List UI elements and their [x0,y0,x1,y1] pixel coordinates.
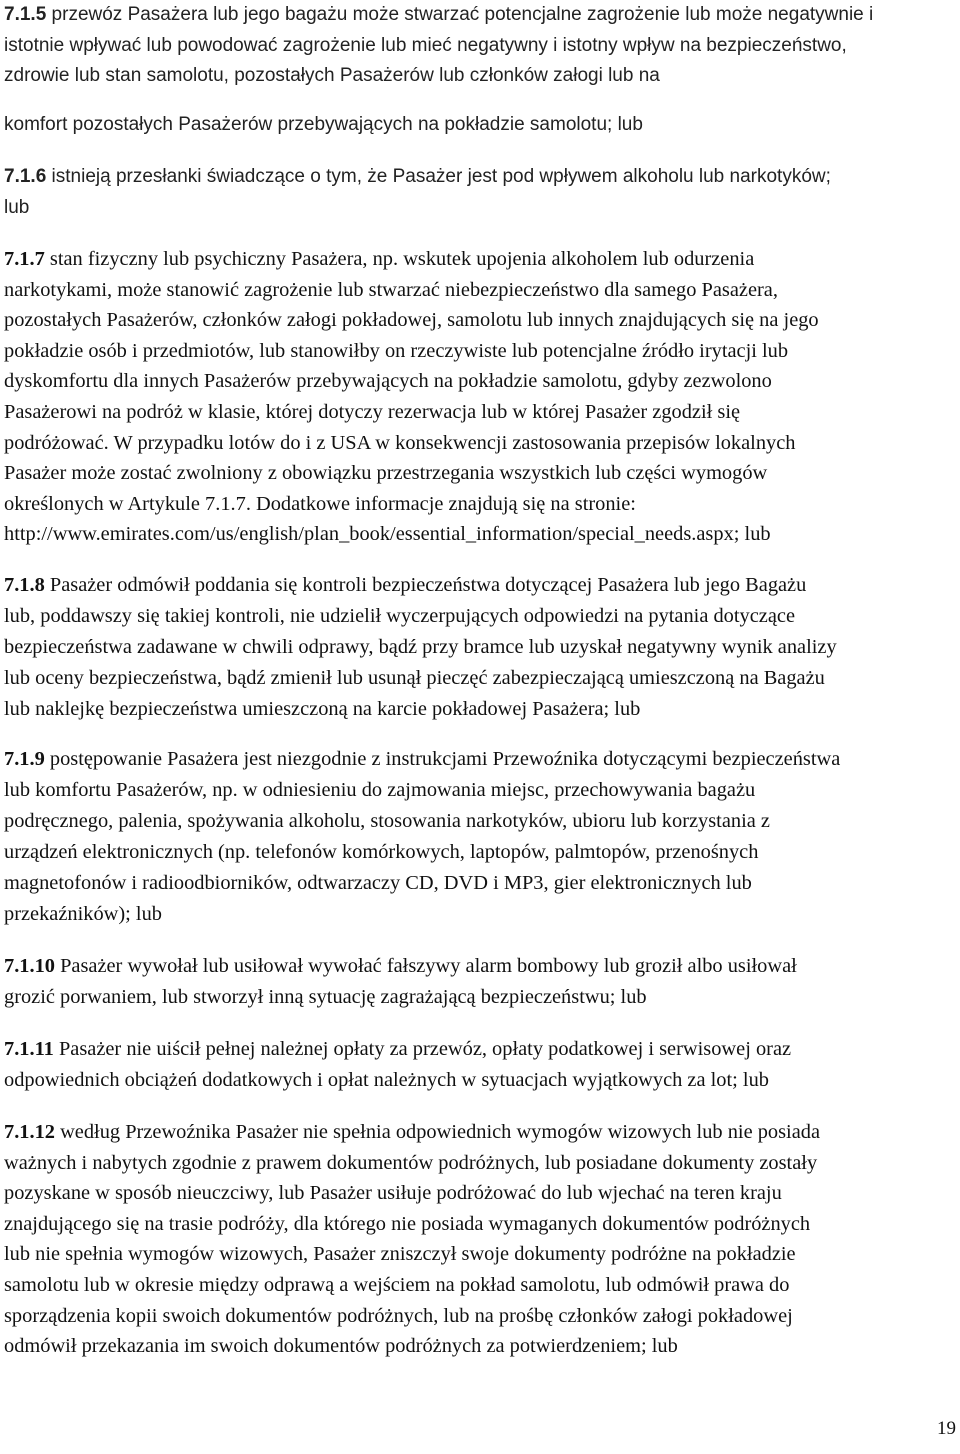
section-line: Pasażerowi na podróż w klasie, której dotyczy rezerwacja lub w której Pasażer zgodził się [4,400,741,423]
section-line: grozić porwaniem, lub stworzył inną sytuację zagrażającą bezpieczeństwu; lub [4,986,647,1008]
section-line: 7.1.8 Pasażer odmówił poddania się kontroli bezpieczeństwa dotyczącej Pasażera lub jego Bagażu [4,574,807,596]
section-line: 7.1.12 według Przewoźnika Pasażer nie spełnia odpowiednich wymogów wizowych lub nie posiada [4,1121,821,1143]
section-line: odpowiednich obciążeń dodatkowych i opłat należnych w sytuacjach wyjątkowych za lot; lub [4,1069,769,1091]
section-line: urządzeń elektronicznych (np. telefonów komórkowych, laptopów, palmtopów, przenośnych [4,841,759,863]
section-7-1-5 [4,0,954,140]
section-number: 7.1.11 [4,1038,54,1060]
section-7-1-6 [4,162,954,223]
section-line: komfort pozostałych Pasażerów przebywających na pokładzie samolotu; lub [4,113,643,135]
section-number: 7.1.8 [4,574,45,596]
section-number: 7.1.9 [4,748,45,770]
section-line: sporządzenia kopii swoich dokumentów podróżnych, lub na prośbę członków załogi pokładowej [4,1304,793,1327]
section-line: przekaźników); lub [4,903,162,925]
section-number: 7.1.12 [4,1121,55,1143]
section-line: http://www.emirates.com/us/english/plan_book/essential_information/special_needs.aspx; lub [4,523,771,546]
section-line: magnetofonów i radioodbiorników, odtwarzaczy CD, DVD i MP3, gier elektronicznych lub [4,872,752,894]
section-line: pozostałych Pasażerów, członków załogi pokładowej, samolotu lub innych znajdujących się na jego [4,309,819,332]
section-number: 7.1.10 [4,955,55,977]
section-line: pozyskane w sposób nieuczciwy, lub Pasażer usiłuje podróżować do lub wjechać na teren kraju [4,1182,782,1205]
section-line: lub naklejkę bezpieczeństwa umieszczoną na karcie pokładowej Pasażera; lub [4,698,641,720]
section-line: pokładzie osób i przedmiotów, lub stanowiłby on rzeczywiste lub potencjalne źródło irytacji lub [4,339,789,362]
section-line: lub komfortu Pasażerów, np. w odniesieniu do zajmowania miejsc, przechowywania bagażu [4,779,756,801]
section-line: ważnych i nabytych zgodnie z prawem dokumentów podróżnych, lub posiadane dokumenty zostały [4,1151,818,1174]
section-line: lub [4,196,30,218]
section-number: 7.1.5 [4,4,47,25]
section-line: 7.1.6 istnieją przesłanki świadczące o tym, że Pasażer jest pod wpływem alkoholu lub narkotyków; [4,166,831,187]
section-number: 7.1.7 [4,248,45,270]
section-line: 7.1.10 Pasażer wywołał lub usiłował wywołać fałszywy alarm bombowy lub groził albo usiłował [4,955,797,977]
section-line: podróżować. W przypadku lotów do i z USA w konsekwencji zastosowania przepisów lokalnych [4,431,796,454]
section-7-1-11 [4,1034,954,1096]
section-line: określonych w Artykule 7.1.7. Dodatkowe informacje znajdują się na stronie: [4,492,636,515]
section-line: lub oceny bezpieczeństwa, bądź zmienił lub usunął pieczęć zabezpieczającą umieszczoną na Bagażu [4,667,825,689]
section-line: znajdującego się na trasie podróży, dla którego nie posiada wymaganych dokumentów podróżnych [4,1212,811,1235]
section-line: podręcznego, palenia, spożywania alkoholu, stosowania narkotyków, ubioru lub korzystania z [4,810,770,832]
section-7-1-9 [4,744,954,930]
section-line: narkotykami, może stanowić zagrożenie lub stwarzać niebezpieczeństwo dla samego Pasażera, [4,278,778,301]
section-line: bezpieczeństwa zadawane w chwili odprawy, bądź przy bramce lub uzyskał negatywny wynik analizy [4,636,837,658]
section-line: odmówił przekazania im swoich dokumentów podróżnych za potwierdzeniem; lub [4,1335,678,1358]
section-line: dyskomfortu dla innych Pasażerów przebywających na pokładzie samolotu, gdyby zezwolono [4,370,772,393]
section-7-1-10 [4,951,954,1013]
section-line: lub nie spełnia wymogów wizowych, Pasażer zniszczył swoje dokumenty podróżne na pokładzie [4,1243,796,1266]
section-7-1-7 [4,244,954,550]
section-line: 7.1.5 przewóz Pasażera lub jego bagażu może stwarzać potencjalne zagrożenie lub może negatywnie i [4,4,874,25]
section-line: 7.1.9 postępowanie Pasażera jest niezgodnie z instrukcjami Przewoźnika dotyczącymi bezpieczeństwa [4,748,841,770]
section-7-1-12 [4,1117,954,1362]
section-7-1-8 [4,570,954,725]
section-line: zdrowie lub stan samolotu, pozostałych Pasażerów lub członków załogi lub na [4,65,660,86]
section-line: Pasażer może zostać zwolniony z obowiązku przestrzegania wszystkich lub części wymogów [4,462,768,485]
section-line: lub, poddawszy się takiej kontroli, nie udzielił wyczerpujących odpowiedzi na pytania dotyczące [4,605,795,627]
section-line: 7.1.11 Pasażer nie uiścił pełnej należnej opłaty za przewóz, opłaty podatkowej i serwisowej oraz [4,1038,792,1060]
section-line: samolotu lub w okresie między odprawą a wejściem na pokład samolotu, lub odmówił prawa do [4,1273,790,1296]
section-number: 7.1.6 [4,166,47,187]
page-number: 19 [937,1418,956,1439]
section-line: istotnie wpływać lub powodować zagrożenie lub mieć negatywny i istotny wpływ na bezpieczeństwo, [4,34,847,56]
section-line: 7.1.7 stan fizyczny lub psychiczny Pasażera, np. wskutek upojenia alkoholem lub odurzenia [4,248,755,270]
